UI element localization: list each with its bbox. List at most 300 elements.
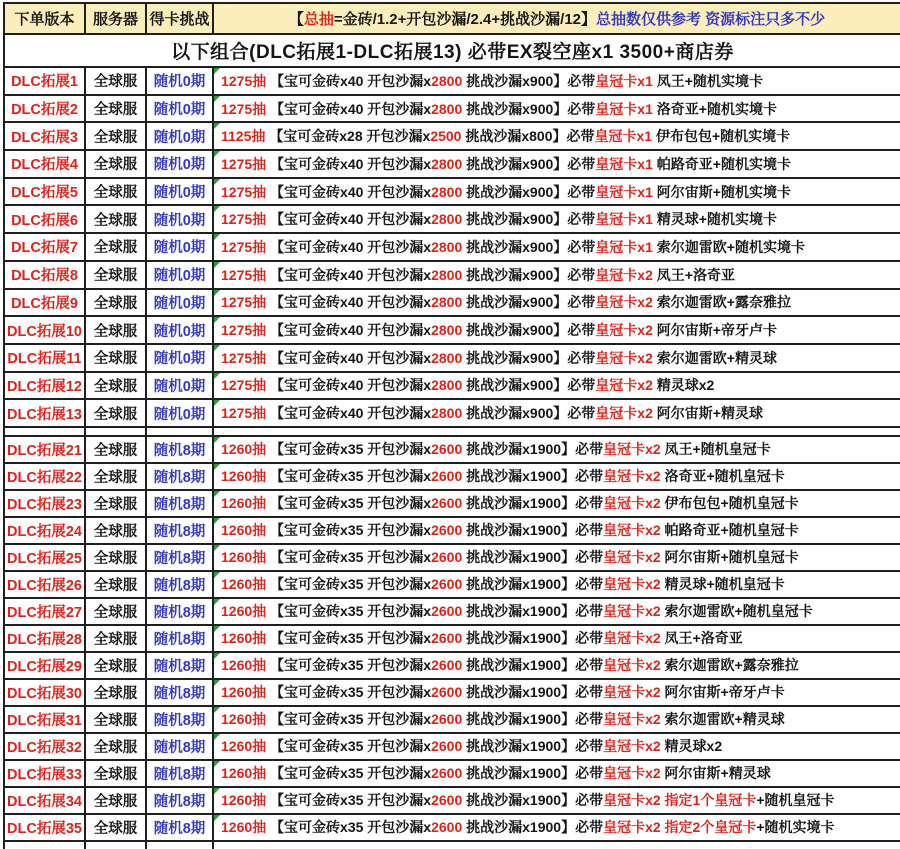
separator-cell <box>86 428 147 435</box>
text-segment-black: 【宝可金砖x40 开包沙漏x <box>266 405 432 422</box>
cell-challenge[interactable]: 随机8期 <box>147 653 214 678</box>
comment-indicator-icon <box>214 599 220 605</box>
text-segment-black: 阿尔宙斯+精灵球 <box>660 765 771 782</box>
cell-package-detail[interactable] <box>214 123 900 149</box>
text-segment-red: 1260抽 <box>221 522 267 539</box>
cell-server[interactable]: 全球服 <box>86 437 147 462</box>
comment-indicator-icon <box>214 151 220 157</box>
text-segment-red: 2600 <box>431 765 463 782</box>
cell-server[interactable]: 全球服 <box>86 68 147 94</box>
text-segment-red: 皇冠卡x1 <box>595 155 653 172</box>
text-segment-red: 2800 <box>431 322 463 339</box>
cell-server[interactable]: 全球服 <box>86 290 147 316</box>
cell-package-detail[interactable] <box>214 400 900 426</box>
cell-version[interactable]: DLC拓展22 <box>5 464 86 489</box>
table-row <box>5 345 900 373</box>
cell-challenge[interactable]: 随机0期 <box>147 68 214 94</box>
detail-text <box>221 763 771 783</box>
cell-challenge[interactable]: 随机8期 <box>147 572 214 597</box>
text-segment-black: 挑战沙漏x1900】必带 <box>462 441 604 458</box>
text-segment-red: 1260抽 <box>221 549 267 566</box>
cell-server[interactable]: 全球服 <box>86 491 147 516</box>
text-segment-black: 挑战沙漏x1900】必带 <box>462 684 604 701</box>
cell-package-detail[interactable] <box>214 545 900 570</box>
cell-package-detail[interactable] <box>214 761 900 786</box>
text-segment-black: 挑战沙漏x1900】必带 <box>462 738 604 755</box>
cell-challenge[interactable]: 随机0期 <box>147 234 214 260</box>
comment-indicator-icon <box>214 815 220 821</box>
separator-cell <box>5 428 86 435</box>
comment-indicator-icon <box>214 345 220 351</box>
cell-challenge[interactable]: 随机8期 <box>147 437 214 462</box>
cell-challenge[interactable]: 随机8期 <box>147 680 214 705</box>
detail-text <box>221 99 777 119</box>
cell-package-detail[interactable] <box>214 290 900 316</box>
table-row <box>5 491 900 518</box>
cell-server[interactable]: 全球服 <box>86 680 147 705</box>
text-segment-black: 【宝可金砖x35 开包沙漏x <box>266 576 432 593</box>
text-segment-black: 【宝可金砖x35 开包沙漏x <box>266 792 432 809</box>
text-segment-red: 皇冠卡x2 <box>603 711 661 728</box>
text-segment-black: 挑战沙漏x900】必带 <box>462 266 596 283</box>
cell-package-detail[interactable] <box>214 572 900 597</box>
comment-indicator-icon <box>214 680 220 686</box>
text-segment-black: 伊布包包+随机实境卡 <box>652 128 791 145</box>
cell-version[interactable]: DLC拓展6 <box>5 206 86 232</box>
text-segment-red: 1275抽 <box>221 322 267 339</box>
cell-server[interactable]: 全球服 <box>86 234 147 260</box>
cell-package-detail[interactable] <box>214 206 900 232</box>
section-separator-row <box>5 428 900 437</box>
text-segment-red: 2600 <box>431 684 463 701</box>
text-segment-red: 皇冠卡x2 <box>603 657 661 674</box>
cell-package-detail[interactable] <box>214 626 900 651</box>
text-segment-red: 皇冠卡x2 <box>595 349 653 366</box>
cell-challenge[interactable]: 随机0期 <box>147 400 214 426</box>
cell-challenge[interactable]: 随机8期 <box>147 707 214 732</box>
text-segment-black: 【宝可金砖x40 开包沙漏x <box>266 183 432 200</box>
cell-challenge[interactable]: 随机0期 <box>147 151 214 177</box>
text-segment-red: 2800 <box>431 294 463 311</box>
text-segment-red: 2600 <box>431 657 463 674</box>
text-segment-red: 2600 <box>431 819 463 836</box>
text-segment-red: 1275抽 <box>221 100 267 117</box>
cell-server[interactable]: 全球服 <box>86 123 147 149</box>
text-segment-black: 索尔迦雷欧+精灵球 <box>660 711 785 728</box>
cell-version[interactable]: DLC拓展27 <box>5 599 86 624</box>
cell-version[interactable]: DLC拓展12 <box>5 373 86 399</box>
cell-version[interactable]: DLC拓展5 <box>5 179 86 205</box>
cell-server[interactable]: 全球服 <box>86 707 147 732</box>
cell-version[interactable]: DLC拓展33 <box>5 761 86 786</box>
text-segment-black: 挑战沙漏x900】必带 <box>462 405 596 422</box>
detail-text <box>221 209 777 229</box>
text-segment-red: 皇冠卡x1 <box>595 100 653 117</box>
text-segment-black: 【宝可金砖x35 开包沙漏x <box>266 441 432 458</box>
cell-version[interactable]: DLC拓展23 <box>5 491 86 516</box>
text-segment-red: 皇冠卡x2 <box>603 495 661 512</box>
text-segment-red: 1260抽 <box>221 441 267 458</box>
text-segment-black: 挑战沙漏x900】必带 <box>462 294 596 311</box>
cell-package-detail[interactable] <box>214 734 900 759</box>
text-segment-black: 【 <box>288 11 304 28</box>
cell-version[interactable]: DLC拓展13 <box>5 400 86 426</box>
table-row <box>5 464 900 491</box>
text-segment-black: 凤王+随机皇冠卡 <box>660 441 771 458</box>
cell-server[interactable]: 全球服 <box>86 626 147 651</box>
text-segment-red: 2600 <box>431 603 463 620</box>
text-segment-red: 1260抽 <box>221 819 267 836</box>
table-header-row <box>5 4 900 35</box>
detail-text <box>221 790 835 810</box>
detail-text <box>221 709 785 729</box>
text-segment-black: 挑战沙漏x1900】必带 <box>462 522 604 539</box>
cell-challenge[interactable]: 随机8期 <box>147 734 214 759</box>
cell-package-detail[interactable] <box>214 653 900 678</box>
cell-server[interactable]: 全球服 <box>86 653 147 678</box>
text-segment-black: 挑战沙漏x900】必带 <box>462 238 596 255</box>
blank-cell <box>86 842 147 849</box>
text-segment-red: 2800 <box>431 238 463 255</box>
cell-server[interactable]: 全球服 <box>86 518 147 543</box>
comment-indicator-icon <box>214 96 220 102</box>
text-segment-black: 【宝可金砖x40 开包沙漏x <box>266 349 432 366</box>
text-segment-red: 2600 <box>431 495 463 512</box>
text-segment-red: 皇冠卡x2 <box>603 603 661 620</box>
text-segment-red: 皇冠卡x1 <box>595 238 653 255</box>
text-segment-black: 【宝可金砖x40 开包沙漏x <box>266 238 432 255</box>
cell-server[interactable]: 全球服 <box>86 788 147 813</box>
text-segment-red: 皇冠卡x1 <box>595 211 653 228</box>
text-segment-red: 1275抽 <box>221 266 267 283</box>
comment-indicator-icon <box>214 518 220 524</box>
table-row <box>5 373 900 401</box>
cell-version[interactable]: DLC拓展9 <box>5 290 86 316</box>
text-segment-red: 1275抽 <box>221 72 267 89</box>
comment-indicator-icon <box>214 734 220 740</box>
comment-indicator-icon <box>214 317 220 323</box>
table-row <box>5 437 900 464</box>
table-row <box>5 234 900 262</box>
text-segment-red: 1275抽 <box>221 377 267 394</box>
text-segment-black: 【宝可金砖x35 开包沙漏x <box>266 657 432 674</box>
text-segment-black: 【宝可金砖x40 开包沙漏x <box>266 377 432 394</box>
comment-indicator-icon <box>214 464 220 470</box>
table-row <box>5 599 900 626</box>
cell-package-detail[interactable] <box>214 179 900 205</box>
cell-challenge[interactable]: 随机0期 <box>147 179 214 205</box>
table-row <box>5 545 900 572</box>
cell-version[interactable]: DLC拓展3 <box>5 123 86 149</box>
text-segment-red: 2600 <box>431 576 463 593</box>
section-title[interactable]: 以下组合(DLC拓展1-DLC拓展13) 必带EX裂空座x1 3500+商店券 <box>171 42 734 63</box>
text-segment-red: 皇冠卡x2 <box>603 522 661 539</box>
comment-indicator-icon <box>214 400 220 406</box>
detail-text <box>221 574 785 594</box>
text-segment-black: 凤王+洛奇亚 <box>660 630 743 647</box>
cell-challenge[interactable]: 随机0期 <box>147 345 214 371</box>
text-segment-black: 【宝可金砖x35 开包沙漏x <box>266 495 432 512</box>
cell-challenge[interactable]: 随机0期 <box>147 96 214 122</box>
text-segment-red: 1260抽 <box>221 738 267 755</box>
cell-server[interactable]: 全球服 <box>86 545 147 570</box>
cell-challenge[interactable]: 随机8期 <box>147 626 214 651</box>
text-segment-black: 【宝可金砖x35 开包沙漏x <box>266 522 432 539</box>
cell-package-detail[interactable] <box>214 345 900 371</box>
table-row <box>5 179 900 207</box>
cell-version[interactable]: DLC拓展26 <box>5 572 86 597</box>
detail-text <box>221 403 763 423</box>
cell-server[interactable]: 全球服 <box>86 151 147 177</box>
text-segment-black: 索尔迦雷欧+随机皇冠卡 <box>660 603 813 620</box>
text-segment-black: 阿尔宙斯+精灵球 <box>652 405 763 422</box>
text-segment-black: 【宝可金砖x35 开包沙漏x <box>266 819 432 836</box>
text-segment-black: 阿尔宙斯+随机皇冠卡 <box>660 549 799 566</box>
text-segment-black: 挑战沙漏x900】必带 <box>462 211 596 228</box>
table-row <box>5 761 900 788</box>
cell-server[interactable]: 全球服 <box>86 206 147 232</box>
text-segment-black: 【宝可金砖x28 开包沙漏x <box>265 128 431 145</box>
detail-text <box>221 375 714 395</box>
cell-package-detail[interactable] <box>214 317 900 343</box>
text-segment-red: 1260抽 <box>221 603 267 620</box>
cell-challenge[interactable]: 随机8期 <box>147 815 214 840</box>
cell-package-detail[interactable] <box>214 599 900 624</box>
text-segment-red: 皇冠卡x2 <box>603 738 661 755</box>
text-segment-red: 2600 <box>431 441 463 458</box>
cell-version[interactable]: DLC拓展8 <box>5 262 86 288</box>
cell-version[interactable]: DLC拓展7 <box>5 234 86 260</box>
section-title-row <box>5 35 900 68</box>
cell-server[interactable]: 全球服 <box>86 761 147 786</box>
cell-package-detail[interactable] <box>214 464 900 489</box>
text-segment-red: 皇冠卡x2 <box>603 441 661 458</box>
detail-text <box>221 182 791 202</box>
table-row <box>5 68 900 96</box>
text-segment-red: 2600 <box>431 738 463 755</box>
cell-server[interactable]: 全球服 <box>86 464 147 489</box>
cell-version[interactable]: DLC拓展1 <box>5 68 86 94</box>
text-segment-black: 【宝可金砖x40 开包沙漏x <box>266 266 432 283</box>
detail-text <box>221 348 777 368</box>
text-segment-black: 洛奇亚+随机皇冠卡 <box>660 468 785 485</box>
cell-version[interactable]: DLC拓展25 <box>5 545 86 570</box>
header-cell-draws-note[interactable] <box>214 4 900 33</box>
text-segment-black: 索尔迦雷欧+精灵球 <box>652 349 777 366</box>
cell-challenge[interactable]: 随机8期 <box>147 545 214 570</box>
cell-server[interactable]: 全球服 <box>86 317 147 343</box>
cell-challenge[interactable]: 随机8期 <box>147 491 214 516</box>
cell-version[interactable]: DLC拓展31 <box>5 707 86 732</box>
cell-server[interactable]: 全球服 <box>86 400 147 426</box>
cell-package-detail[interactable] <box>214 234 900 260</box>
comment-indicator-icon <box>214 68 220 74</box>
cell-challenge[interactable]: 随机8期 <box>147 599 214 624</box>
cell-package-detail[interactable] <box>214 262 900 288</box>
comment-indicator-icon <box>214 626 220 632</box>
cell-server[interactable]: 全球服 <box>86 345 147 371</box>
text-segment-red: 1260抽 <box>221 684 267 701</box>
cell-version[interactable]: DLC拓展32 <box>5 734 86 759</box>
text-segment-red: 皇冠卡x2 <box>595 266 653 283</box>
cell-challenge[interactable]: 随机0期 <box>147 290 214 316</box>
detail-text <box>221 547 799 567</box>
header-cell-card-challenge[interactable]: 得卡挑战 <box>147 4 214 33</box>
text-segment-black: 挑战沙漏x900】必带 <box>462 377 596 394</box>
text-segment-red: 2600 <box>431 468 463 485</box>
text-segment-black: 挑战沙漏x900】必带 <box>462 72 596 89</box>
cell-server[interactable]: 全球服 <box>86 373 147 399</box>
cell-version[interactable]: DLC拓展35 <box>5 815 86 840</box>
text-segment-red: 1275抽 <box>221 349 267 366</box>
blank-cell <box>214 842 900 849</box>
text-segment-black: 精灵球x2 <box>660 738 723 755</box>
table-row <box>5 680 900 707</box>
text-segment-red: 1260抽 <box>221 711 267 728</box>
text-segment-red: 皇冠卡x2 <box>595 405 653 422</box>
cell-package-detail[interactable] <box>214 815 900 840</box>
text-segment-red: 皇冠卡x2 <box>603 576 661 593</box>
detail-text <box>221 439 771 459</box>
text-segment-red: 皇冠卡x2 <box>595 377 653 394</box>
text-segment-black: =金砖/1.2+开包沙漏/2.4+挑战沙漏/12】 <box>333 11 597 28</box>
text-segment-red: 1260抽 <box>221 765 267 782</box>
cell-version[interactable]: DLC拓展4 <box>5 151 86 177</box>
detail-text <box>221 126 790 146</box>
text-segment-red: 皇冠卡x2 指定2个皇冠卡 <box>603 819 757 836</box>
header-cell-order-version[interactable]: 下单版本 <box>5 4 86 33</box>
detail-text <box>221 628 743 648</box>
cell-package-detail[interactable] <box>214 518 900 543</box>
text-segment-black: 精灵球+随机皇冠卡 <box>660 576 785 593</box>
table-row <box>5 788 900 815</box>
text-segment-red: 2800 <box>431 72 463 89</box>
text-segment-red: 皇冠卡x1 <box>595 72 653 89</box>
text-segment-black: 阿尔宙斯+随机实境卡 <box>652 183 791 200</box>
text-segment-red: 2800 <box>431 100 463 117</box>
cell-challenge[interactable]: 随机0期 <box>147 123 214 149</box>
comment-indicator-icon <box>214 290 220 296</box>
cell-package-detail[interactable] <box>214 151 900 177</box>
comment-indicator-icon <box>214 491 220 497</box>
cell-challenge[interactable]: 随机8期 <box>147 464 214 489</box>
text-segment-red: 2600 <box>431 711 463 728</box>
text-segment-red: 皇冠卡x1 <box>595 183 653 200</box>
cell-package-detail[interactable] <box>214 788 900 813</box>
cell-version[interactable]: DLC拓展24 <box>5 518 86 543</box>
cell-challenge[interactable]: 随机8期 <box>147 761 214 786</box>
text-segment-black: 挑战沙漏x1900】必带 <box>462 792 604 809</box>
text-segment-red: 2800 <box>431 266 463 283</box>
text-segment-red: 1275抽 <box>221 183 267 200</box>
cell-package-detail[interactable] <box>214 373 900 399</box>
cell-version[interactable]: DLC拓展29 <box>5 653 86 678</box>
comment-indicator-icon <box>214 262 220 268</box>
text-segment-red: 2600 <box>431 549 463 566</box>
cell-server[interactable]: 全球服 <box>86 572 147 597</box>
table-row <box>5 626 900 653</box>
text-segment-red: 皇冠卡x2 <box>595 322 653 339</box>
text-segment-black: 洛奇亚+随机实境卡 <box>652 100 777 117</box>
cell-package-detail[interactable] <box>214 680 900 705</box>
cell-package-detail[interactable] <box>214 68 900 94</box>
text-segment-black: 【宝可金砖x40 开包沙漏x <box>266 72 432 89</box>
text-segment-red: 1260抽 <box>221 576 267 593</box>
cell-version[interactable]: DLC拓展2 <box>5 96 86 122</box>
text-segment-black: 【宝可金砖x40 开包沙漏x <box>266 211 432 228</box>
text-segment-black: 挑战沙漏x1900】必带 <box>462 765 604 782</box>
cell-version[interactable]: DLC拓展11 <box>5 345 86 371</box>
text-segment-red: 2800 <box>431 405 463 422</box>
cell-challenge[interactable]: 随机0期 <box>147 206 214 232</box>
detail-text <box>221 71 763 91</box>
text-segment-red: 1260抽 <box>221 657 267 674</box>
text-segment-red: 皇冠卡x2 <box>603 630 661 647</box>
cell-server[interactable]: 全球服 <box>86 599 147 624</box>
bottom-blank-row <box>5 842 900 849</box>
cell-server[interactable]: 全球服 <box>86 734 147 759</box>
text-segment-black: 挑战沙漏x800】必带 <box>461 128 595 145</box>
text-segment-black: 【宝可金砖x35 开包沙漏x <box>266 711 432 728</box>
text-segment-black: 【宝可金砖x35 开包沙漏x <box>266 630 432 647</box>
text-segment-red: 皇冠卡x2 <box>603 684 661 701</box>
cell-challenge[interactable]: 随机8期 <box>147 788 214 813</box>
text-segment-red: 1260抽 <box>221 495 267 512</box>
cell-version[interactable]: DLC拓展30 <box>5 680 86 705</box>
cell-package-detail[interactable] <box>214 96 900 122</box>
detail-text <box>221 655 799 675</box>
text-segment-black: 挑战沙漏x1900】必带 <box>462 576 604 593</box>
cell-server[interactable]: 全球服 <box>86 179 147 205</box>
text-segment-black: 精灵球x2 <box>652 377 715 394</box>
detail-text <box>221 237 805 257</box>
text-segment-black: 【宝可金砖x35 开包沙漏x <box>266 684 432 701</box>
cell-server[interactable]: 全球服 <box>86 815 147 840</box>
table-row <box>5 317 900 345</box>
text-segment-red: 1275抽 <box>221 294 267 311</box>
table-row <box>5 707 900 734</box>
comment-indicator-icon <box>214 206 220 212</box>
text-segment-red: 皇冠卡x2 <box>603 549 661 566</box>
cell-package-detail[interactable] <box>214 437 900 462</box>
text-segment-black: 【宝可金砖x40 开包沙漏x <box>266 155 432 172</box>
text-segment-blue: 总抽数仅供参考 资源标注只多不少 <box>596 11 826 28</box>
cell-challenge[interactable]: 随机0期 <box>147 317 214 343</box>
cell-package-detail[interactable] <box>214 707 900 732</box>
comment-indicator-icon <box>214 572 220 578</box>
table-row <box>5 815 900 842</box>
cell-version[interactable]: DLC拓展34 <box>5 788 86 813</box>
cell-challenge[interactable]: 随机8期 <box>147 518 214 543</box>
cell-package-detail[interactable] <box>214 491 900 516</box>
text-segment-red: 皇冠卡x2 <box>603 765 661 782</box>
text-segment-red: 总抽 <box>303 11 334 28</box>
cell-challenge[interactable]: 随机0期 <box>147 373 214 399</box>
cell-version[interactable]: DLC拓展21 <box>5 437 86 462</box>
cell-challenge[interactable]: 随机0期 <box>147 262 214 288</box>
text-segment-black: 伊布包包+随机皇冠卡 <box>660 495 799 512</box>
text-segment-red: 2800 <box>431 349 463 366</box>
cell-version[interactable]: DLC拓展10 <box>5 317 86 343</box>
text-segment-black: 凤王+随机实境卡 <box>652 72 763 89</box>
header-cell-server[interactable]: 服务器 <box>86 4 147 33</box>
cell-server[interactable]: 全球服 <box>86 262 147 288</box>
section-dlc-1-13 <box>5 68 900 428</box>
cell-server[interactable]: 全球服 <box>86 96 147 122</box>
table-row <box>5 518 900 545</box>
table-row <box>5 262 900 290</box>
cell-version[interactable]: DLC拓展28 <box>5 626 86 651</box>
